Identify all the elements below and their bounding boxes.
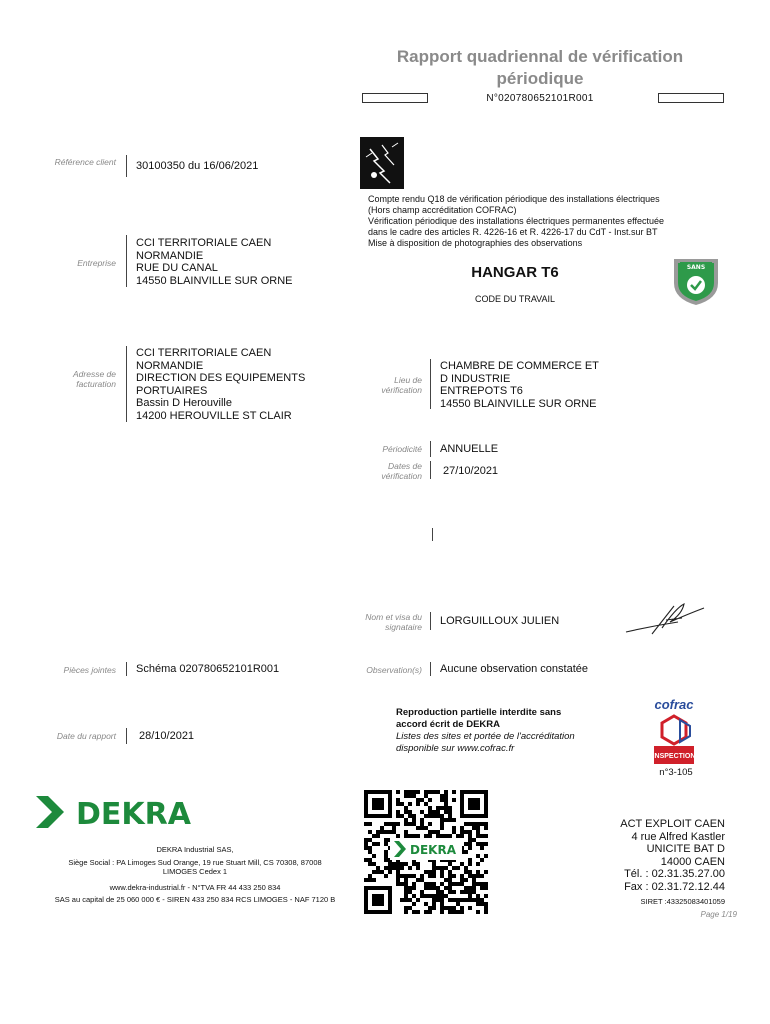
pieces-label: Pièces jointes [63,665,116,675]
signataire-label: Nom et visa du signataire [365,612,422,632]
footer-web: www.dekra-industrial.fr - N°TVA FR 44 433 250 834 [109,882,281,892]
qr-dekra-label [390,838,462,860]
divider [430,612,431,630]
divider [126,346,127,422]
footer-capital: SAS au capital de 25 060 000 € - SIREN 433 250 834 RCS LIMOGES - NAF 7120 B [54,895,336,904]
dates-label: Dates de vérification [381,461,422,481]
sans-badge-icon [668,253,724,307]
divider [126,728,127,744]
client-ref-value: 30100350 du 16/06/2021 [136,160,259,172]
report-title [370,46,710,90]
billing-value: CCI TERRITORIALE CAEN NORMANDIE DIRECTION DES EQUIPEMENTS PORTUAIRES Bassin D Herouville 14200 HEROUVILLE ST CLAIR [136,347,306,422]
document-number: N°020780652101R001 [486,93,594,104]
footer-siege: Siège Social : PA Limoges Sud Orange, 19 rue Stuart Mill, CS 70308, 87008 LIMOGES Cedex 1 [68,857,322,876]
reproduction-notice [396,707,636,755]
reproduction-italic: Listes des sites et portée de l'accréditation disponible sur www.cofrac.fr [396,731,575,754]
qr-logo-text: DEKRA [410,843,456,857]
siret: SIRET :43325083401059 [640,897,725,906]
dekra-arrow-icon [36,796,64,828]
lieu-value: CHAMBRE DE COMMERCE ET D INDUSTRIE ENTREPOTS T6 14550 BLAINVILLE SUR ORNE [440,360,599,410]
divider [430,359,431,409]
sans-badge-text: SANS [686,264,706,271]
divider [430,662,431,676]
signataire-value: LORGUILLOUX JULIEN [440,615,560,627]
electrical-hazard-icon [360,137,404,189]
divider [430,461,431,479]
date-rapport-value: 28/10/2021 [139,730,195,742]
cofrac-number: n°3-105 [659,767,693,778]
qr-code [364,790,488,914]
reproduction-bold: Reproduction partielle interdite sans accord écrit de DEKRA [396,707,562,730]
periodicite-label: Périodicité [382,444,422,454]
page-number: Page 1/19 [700,910,737,919]
cofrac-logo [650,696,698,766]
dekra-logo-text: DEKRA [76,797,191,832]
footer-company [30,845,360,905]
divider [430,441,431,457]
entreprise-label: Entreprise [77,258,116,268]
report-title-line2: périodique [496,69,584,88]
report-description: Compte rendu Q18 de vérification périodique des installations électriques (Hors champ accréditation COFRAC) Vérification périodique des installations électriques permanentes effectuée dans le cadre des articles R. 4226-16 et R. 4226-17 du CdT - Inst.sur BT Mise à disposition de photographies des observations [368,194,665,248]
cofrac-sub: INSPECTION [652,753,696,760]
periodicite-value: ANNUELLE [440,443,499,455]
cofrac-brand: cofrac [654,697,694,712]
divider [126,155,127,177]
agency-address: ACT EXPLOIT CAEN 4 rue Alfred Kastler UNICITE BAT D 14000 CAEN Tél. : 02.31.35.27.00 Fax : 02.31.72.12.44 [620,818,725,893]
divider [126,235,127,287]
divider [126,662,127,676]
dekra-logo [34,792,194,836]
lieu-label: Lieu de vérification [381,375,422,395]
report-title-line1: Rapport quadriennal de vérification [396,47,684,66]
observations-value: Aucune observation constatée [440,663,588,675]
entreprise-value: CCI TERRITORIALE CAEN NORMANDIE RUE DU CANAL 14550 BLAINVILLE SUR ORNE [136,237,293,287]
site-code: CODE DU TRAVAIL [474,294,555,304]
dates-value: 27/10/2021 [443,465,499,477]
signature-image [622,598,706,638]
site-name: HANGAR T6 [471,264,559,281]
observations-label: Observation(s) [366,665,422,675]
date-rapport-label: Date du rapport [56,731,116,741]
client-ref-label: Référence client [54,157,116,167]
pieces-value: Schéma 020780652101R001 [136,663,280,675]
header-box-right [658,93,724,103]
header-box-left [362,93,428,103]
divider [432,528,433,541]
footer-company-name: DEKRA Industrial SAS, [156,845,234,854]
billing-label: Adresse de facturation [73,369,116,389]
